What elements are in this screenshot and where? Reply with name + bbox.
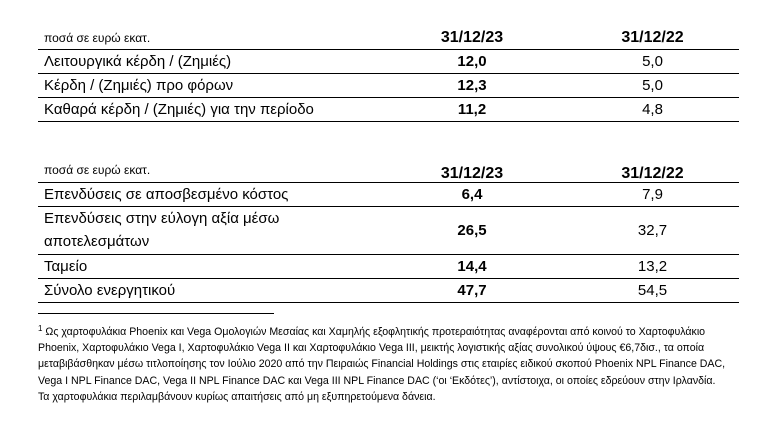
table-row [38,74,739,98]
value-2022: 32,7 [637,222,668,239]
unit-label: ποσά σε ευρώ εκατ. [44,30,151,45]
table-row [38,207,739,255]
value-2022: 5,0 [642,77,663,94]
value-2023: 6,4 [461,186,483,203]
results-table [38,26,739,122]
column-header-2022: 31/12/22 [621,164,684,182]
row-label: Ταμείο [44,258,88,275]
value-2023: 11,2 [457,101,487,118]
table-row [38,255,739,279]
table-row [38,50,739,74]
row-label: Σύνολο ενεργητικού [44,282,176,299]
value-2023: 26,5 [457,222,487,239]
row-label: Κέρδη / (Ζημιές) προ φόρων [44,77,234,94]
value-2023: 12,3 [457,77,487,94]
value-2023: 12,0 [457,53,487,70]
footnote [38,321,728,405]
row-label: Καθαρά κέρδη / (Ζημιές) για την περίοδο [44,101,314,118]
value-2022: 13,2 [637,258,668,275]
footnote-separator [38,313,274,314]
column-header-2023: 31/12/23 [440,28,504,46]
table-header-row [38,157,739,183]
table-row [38,183,739,207]
table-row [38,98,739,122]
unit-label: ποσά σε ευρώ εκατ. [44,162,151,177]
balance-sheet-table [38,157,739,303]
footnote-marker: 1 [38,324,43,333]
value-2022: 4,8 [642,101,663,118]
footnote-text: Ως χαρτοφυλάκια Phoenix και Vega Ομολογιών Μεσαίας και Χαμηλής εξοφλητικής προτεραιότητας αναφέρονται από κοινού το Χαρτοφυλάκιο Phoenix, Χαρτοφυλάκιο Vega I, Χαρτοφυλάκιο Vega II και Χαρτοφυλάκιο Vega III, μεικτής λογιστικής αξίας συνολικού ύψους €6,7δισ., τα οποία μεταβιβάσθηκαν μέσω τιτλοποίησης τον Ιούλιο 2020 από την Πειραιώς Financial Holdings στις εταιρίες ειδικού σκοπού Phoenix NPL Finance DAC, Vega I NPL Finance DAC, Vega II NPL Finance DAC και Vega III NPL Finance DAC (‘οι ‘Εκδότες’), αντίστοιχα, οι οποίες εδρεύουν στην Ιρλανδία. Τα χαρτοφυλάκια περιλαμβάνουν κυρίως απαιτήσεις από μη εξυπηρετούμενα δάνεια. [38,326,726,403]
value-2022: 7,9 [642,186,663,203]
value-2023: 14,4 [457,258,487,275]
value-2023: 47,7 [457,282,487,299]
row-label: Λειτουργικά κέρδη / (Ζημιές) [44,53,232,70]
value-2022: 5,0 [642,53,663,70]
value-2022: 54,5 [637,282,668,299]
column-header-2023: 31/12/23 [440,164,504,182]
row-label: Επενδύσεις σε αποσβεσμένο κόστος [44,186,289,203]
column-header-2022: 31/12/22 [621,28,684,46]
table-header-row [38,26,739,50]
table-row [38,279,739,303]
row-label: Επενδύσεις στην εύλογη αξία μέσω αποτελεσμάτων [44,210,280,250]
